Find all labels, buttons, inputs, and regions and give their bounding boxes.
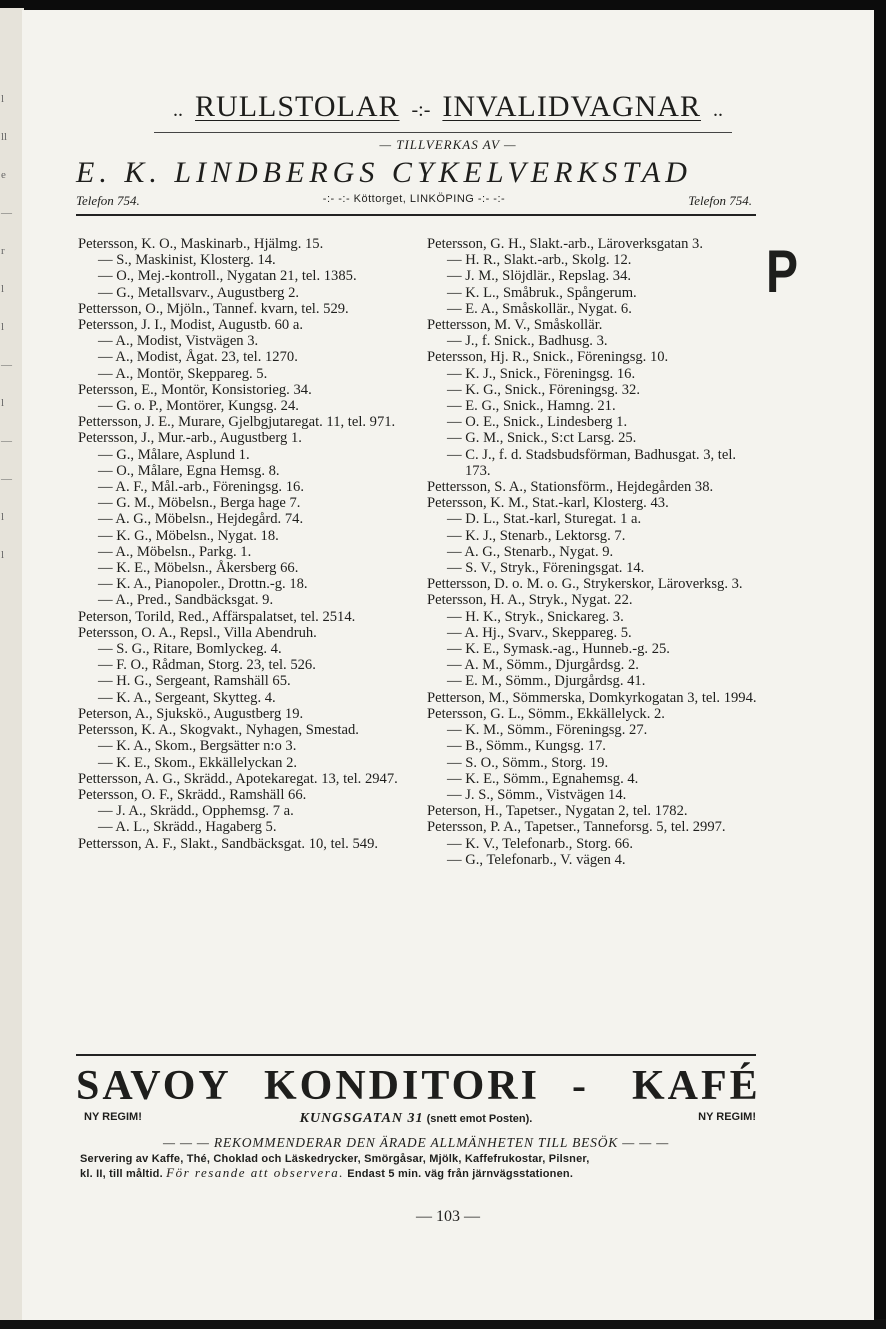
- directory-entry: Peterson, H., Tapetser., Nygatan 2, tel. 1782.: [427, 803, 688, 820]
- directory-entry: Pettersson, A. G., Skrädd., Apotekaregat. 13, tel. 2947.: [78, 770, 398, 787]
- scan-frame-top: [0, 0, 886, 10]
- directory-entry: Petersson, O. A., Repsl., Villa Abendruh.: [78, 624, 317, 641]
- ad-body-travellers: För resande att observera.: [166, 1165, 345, 1180]
- directory-entry: Peterson, Torild, Red., Affärspalatset, tel. 2514.: [78, 608, 356, 625]
- directory-entry: — K. E., Symask.-ag., Hunneb.-g. 25.: [447, 641, 670, 658]
- ad-title-savoy: SAVOY: [76, 1063, 232, 1109]
- directory-entry: Pettersson, D. o. M. o. G., Strykerskor, Läroverksg. 3.: [427, 576, 743, 593]
- facing-page-edge: [0, 8, 24, 1320]
- directory-entry: — A., Pred., Sandbäcksgat. 9.: [98, 592, 274, 609]
- header-address: -:- -:- Köttorget, LINKÖPING -:- -:-: [322, 193, 506, 205]
- header-supplier-line: — TILLVERKAS AV —: [379, 137, 517, 152]
- header-contact-row: [76, 193, 752, 209]
- directory-entry: — J. S., Sömm., Vistvägen 14.: [447, 786, 627, 803]
- header-title-rullstolar: RULLSTOLAR: [195, 90, 400, 123]
- ad-street-note: (snett emot Posten).: [426, 1113, 533, 1125]
- ad-title-konditori: KONDITORI: [264, 1063, 540, 1109]
- header-dots-left: ..: [173, 99, 184, 121]
- directory-entry: — S. O., Sömm., Storg. 19.: [447, 754, 609, 771]
- facing-page-mark: l: [1, 93, 5, 105]
- directory-entry: — B., Sömm., Kungsg. 17.: [447, 738, 606, 755]
- directory-entry: Pettersson, S. A., Stationsförm., Hejdegården 38.: [427, 479, 714, 496]
- directory-entry: Petersson, H. A., Stryk., Nygat. 22.: [427, 592, 633, 609]
- ad-address: [76, 1111, 756, 1127]
- header-rule-thin: [154, 132, 732, 133]
- scan-frame-bottom: [0, 1319, 886, 1329]
- directory-entry: Pettersson, M. V., Småskollär.: [427, 317, 603, 334]
- directory-entry: — J. M., Slöjdlär., Repslag. 34.: [447, 268, 632, 285]
- directory-entry: Petersson, P. A., Tapetser., Tanneforsg. 5, tel. 2997.: [427, 819, 726, 836]
- facing-page-mark: l: [1, 283, 5, 295]
- ad-tagline: — — — REKOMMENDERAR DEN ÄRADE ALLMÄNHETEN TILL BESÖK — — —: [162, 1135, 670, 1150]
- directory-entry: — G., Metallsvarv., Augustberg 2.: [98, 284, 300, 301]
- header-dots-right: ..: [712, 99, 723, 121]
- facing-page-mark: e: [1, 169, 6, 181]
- directory-entry: — K. L., Småbruk., Spångerum.: [447, 284, 637, 301]
- ad-body: [80, 1153, 756, 1181]
- directory-entry: — K. G., Snick., Föreningsg. 32.: [447, 381, 640, 398]
- header-separator: -:-: [411, 99, 431, 121]
- ad-new-regime-left: NY REGIM!: [84, 1111, 142, 1123]
- page-number: — 103 —: [416, 1208, 480, 1225]
- directory-entry: — F. O., Rådman, Storg. 23, tel. 526.: [98, 657, 316, 674]
- directory-entry: — K. A., Skom., Bergsätter n:o 3.: [98, 738, 297, 755]
- directory-entry: — O. E., Snick., Lindesberg 1.: [447, 414, 628, 431]
- facing-page-mark: l: [1, 511, 5, 523]
- facing-page-mark: —: [1, 435, 12, 447]
- directory-column-right: [427, 236, 757, 868]
- directory-entry: — K. V., Telefonarb., Storg. 66.: [447, 835, 633, 852]
- directory-entry: — K. E., Skom., Ekkällelyckan 2.: [98, 754, 298, 771]
- directory-entry: — K. J., Snick., Föreningsg. 16.: [447, 365, 636, 382]
- directory-entry: — J., f. Snick., Badhusg. 3.: [447, 333, 608, 350]
- directory-entry: — G. o. P., Montörer, Kungsg. 24.: [98, 398, 299, 415]
- directory-entry: — A. Hj., Svarv., Skeppareg. 5.: [447, 624, 632, 641]
- ad-body-line-2: [80, 1166, 756, 1181]
- directory-entry: — A., Modist, Vistvägen 3.: [98, 333, 259, 350]
- directory-entry: — K. E., Sömm., Egnahemsg. 4.: [447, 770, 639, 787]
- directory-entry: — J. A., Skrädd., Opphemsg. 7 a.: [98, 803, 294, 820]
- directory-entry: Petersson, K. O., Maskinarb., Hjälmg. 15.: [78, 236, 324, 252]
- directory-entry: Petersson, O. F., Skrädd., Ramshäll 66.: [78, 786, 307, 803]
- facing-page-mark: r: [1, 245, 5, 257]
- directory-entry: — H. R., Slakt.-arb., Skolg. 12.: [447, 252, 632, 269]
- facing-page-mark: l: [1, 397, 5, 409]
- ad-body-distance: Endast 5 min. väg från järnvägsstationen.: [347, 1168, 574, 1180]
- directory-page: [22, 10, 874, 1320]
- directory-entry: — E. G., Snick., Hamng. 21.: [447, 398, 616, 415]
- directory-entry: — D. L., Stat.-karl, Sturegat. 1 a.: [447, 511, 642, 528]
- directory-entry: — H. G., Sergeant, Ramshäll 65.: [98, 673, 291, 690]
- directory-entry: — K. A., Sergeant, Skytteg. 4.: [98, 689, 276, 706]
- ad-title-dash: -: [572, 1063, 589, 1109]
- facing-page-mark: —: [1, 359, 12, 371]
- directory-entry: — K. J., Stenarb., Lektorsg. 7.: [447, 527, 626, 544]
- directory-entry: Petersson, J., Mur.-arb., Augustberg 1.: [78, 430, 302, 447]
- directory-entry: Petersson, K. A., Skogvakt., Nyhagen, Smestad.: [78, 722, 359, 739]
- facing-page-mark: —: [1, 473, 12, 485]
- directory-entry: — O., Målare, Egna Hemsg. 8.: [98, 462, 280, 479]
- facing-page-mark: —: [1, 207, 12, 219]
- ad-rule: [76, 1054, 756, 1056]
- ad-new-regime-right: NY REGIM!: [698, 1111, 756, 1123]
- scan-frame-right: [874, 0, 886, 1329]
- directory-entry: — G. M., Möbelsn., Berga hage 7.: [98, 495, 301, 512]
- directory-entry: — G., Telefonarb., V. vägen 4.: [447, 851, 626, 868]
- header-company-name: E. K. LINDBERGS CYKELVERKSTAD: [76, 156, 692, 189]
- header-rule-thick: [76, 214, 756, 216]
- ad-address-row: [76, 1111, 756, 1127]
- section-letter: P: [766, 238, 799, 305]
- directory-entry: — A. M., Sömm., Djurgårdsg. 2.: [447, 657, 639, 674]
- directory-entry: — H. K., Stryk., Snickareg. 3.: [447, 608, 624, 625]
- directory-entry: Peterson, A., Sjukskö., Augustberg 19.: [78, 705, 304, 722]
- directory-entry: — K. E., Möbelsn., Åkersberg 66.: [98, 560, 299, 577]
- directory-column-left: [78, 236, 408, 852]
- directory-entry: — C. J., f. d. Stadsbudsförman, Badhusgat. 3, tel. 173.: [447, 446, 737, 479]
- ad-street: KUNGSGATAN 31: [299, 1111, 424, 1126]
- directory-entry: — S. G., Ritare, Bomlyckeg. 4.: [98, 641, 282, 658]
- ad-body-hours: kl. II, till måltid.: [80, 1168, 163, 1180]
- directory-entry: Petersson, J. I., Modist, Augustb. 60 a.: [78, 317, 303, 334]
- ad-body-line-1: Servering av Kaffe, Thé, Choklad och Läskedrycker, Smörgåsar, Mjölk, Kaffefrukostar, Pilsner,: [80, 1153, 590, 1165]
- facing-page-mark: l: [1, 549, 5, 561]
- directory-entry: — A., Montör, Skeppareg. 5.: [98, 365, 268, 382]
- header-title-invalidvagnar: INVALIDVAGNAR: [442, 90, 701, 123]
- directory-entry: Pettersson, J. E., Murare, Gjelbgjutaregat. 11, tel. 971.: [78, 414, 396, 431]
- directory-entry: — G., Målare, Asplund 1.: [98, 446, 250, 463]
- directory-entry: Petersson, G. L., Sömm., Ekkällelyck. 2.: [427, 705, 665, 722]
- header-product-line: [22, 90, 874, 124]
- directory-entry: Pettersson, O., Mjöln., Tannef. kvarn, tel. 529.: [78, 300, 349, 317]
- directory-entry: Petersson, G. H., Slakt.-arb., Läroverksgatan 3.: [427, 236, 703, 252]
- directory-entry: — S., Maskinist, Klosterg. 14.: [98, 252, 276, 269]
- directory-entry: — A. G., Möbelsn., Hejdegård. 74.: [98, 511, 304, 528]
- directory-entry: Pettersson, A. F., Slakt., Sandbäcksgat. 10, tel. 549.: [78, 835, 379, 852]
- directory-entry: — O., Mej.-kontroll., Nygatan 21, tel. 1385.: [98, 268, 357, 285]
- header-phone-left: Telefon 754.: [76, 193, 140, 208]
- directory-entry: — K. A., Pianopoler., Drottn.-g. 18.: [98, 576, 308, 593]
- facing-page-mark: l: [1, 321, 5, 333]
- directory-entry: — A., Möbelsn., Parkg. 1.: [98, 543, 252, 560]
- ad-title-kafe: KAFÉ: [632, 1063, 761, 1109]
- directory-entry: — K. M., Sömm., Föreningsg. 27.: [447, 722, 648, 739]
- directory-entry: — G. M., Snick., S:ct Larsg. 25.: [447, 430, 637, 447]
- directory-entry: — A. G., Stenarb., Nygat. 9.: [447, 543, 614, 560]
- directory-entry: — E. M., Sömm., Djurgårdsg. 41.: [447, 673, 646, 690]
- directory-entry: — E. A., Småskollär., Nygat. 6.: [447, 300, 632, 317]
- header-phone-right: Telefon 754.: [688, 193, 752, 208]
- directory-entry: Petersson, Hj. R., Snick., Föreningsg. 10.: [427, 349, 669, 366]
- directory-entry: Petersson, K. M., Stat.-karl, Klosterg. 43.: [427, 495, 669, 512]
- directory-entry: Petersson, E., Montör, Konsistorieg. 34.: [78, 381, 312, 398]
- facing-page-mark: ll: [1, 131, 8, 143]
- directory-entry: — A. F., Mål.-arb., Föreningsg. 16.: [98, 479, 304, 496]
- directory-entry: — S. V., Stryk., Föreningsgat. 14.: [447, 560, 645, 577]
- ad-title: [76, 1062, 761, 1118]
- directory-entry: — K. G., Möbelsn., Nygat. 18.: [98, 527, 279, 544]
- directory-entry: Petterson, M., Sömmerska, Domkyrkogatan 3, tel. 1994.: [427, 689, 757, 706]
- directory-entry: — A., Modist, Ågat. 23, tel. 1270.: [98, 349, 298, 366]
- directory-entry: — A. L., Skrädd., Hagaberg 5.: [98, 819, 277, 836]
